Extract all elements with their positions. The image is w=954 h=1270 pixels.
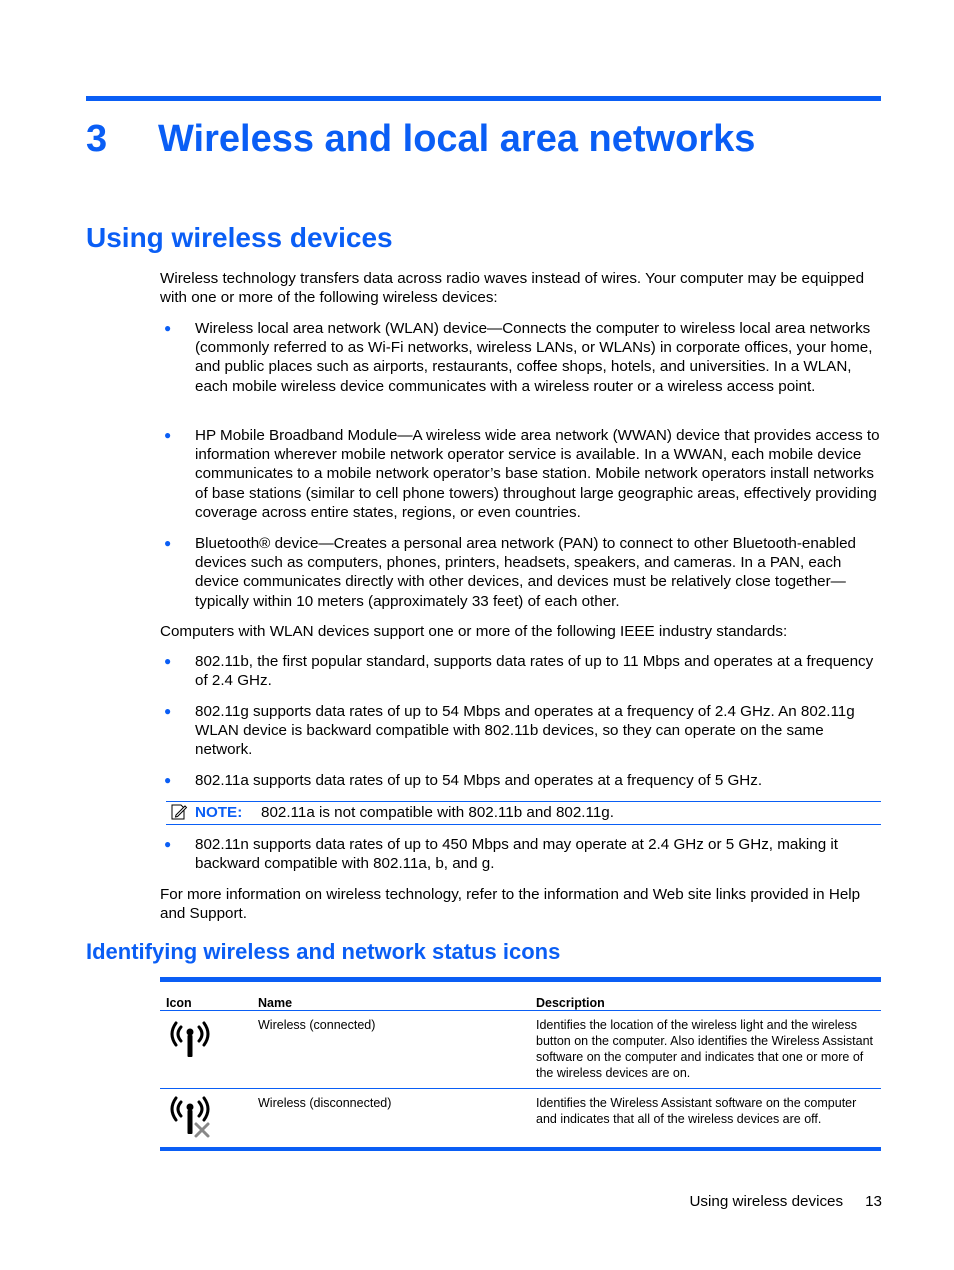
list-item: [160, 426, 882, 522]
list-item-text: 802.11a supports data rates of up to 54 Mbps and operates at a frequency of 5 GHz.: [195, 772, 763, 789]
chapter-title-text: Wireless and local area networks: [158, 118, 756, 160]
row-name: Wireless (connected): [258, 1018, 376, 1032]
page-footer: [689, 1193, 882, 1210]
list-item-text: 802.11g supports data rates of up to 54 Mbps and operates at a frequency of 2.4 GHz. An 802.11g WLAN device is backward compatible with 802.11b devices, so they can operate on the same network.: [195, 703, 855, 759]
row-description: Identifies the Wireless Assistant software on the computer and indicates that all of the wireless devices are off.: [536, 1096, 857, 1126]
bullet-icon: ●: [164, 773, 172, 787]
status-icons-table: [160, 977, 881, 1151]
row-name: Wireless (disconnected): [258, 1096, 392, 1110]
subsection-title: Identifying wireless and network status icons: [86, 939, 561, 964]
chapter-top-rule: [86, 96, 881, 101]
list-item-text: 802.11n supports data rates of up to 450 Mbps and may operate at 2.4 GHz or 5 GHz, making it backward compatible with 802.11a, b, and g.: [195, 836, 839, 873]
header-name: Name: [258, 996, 293, 1010]
list-item-text: HP Mobile Broadband Module—A wireless wide area network (WWAN) device that provides access to information wherever mobile network operator service is available. In a WWAN, each mobile device communicates to a mobile network operator’s base station. Mobile network operators install networks of base stations (similar to cell phone towers) throughout large geographic areas, effectively providing coverage across entire states, regions, or even countries.: [195, 427, 880, 521]
note-box: [166, 801, 881, 825]
wireless-connected-icon: [166, 1021, 216, 1065]
table-row: [160, 1011, 881, 1089]
list-item-text: 802.11b, the first popular standard, supports data rates of up to 11 Mbps and operates at a frequency of 2.4 GHz.: [195, 653, 874, 690]
note-text: 802.11a is not compatible with 802.11b and 802.11g.: [261, 804, 614, 821]
bullet-icon: ●: [164, 654, 172, 668]
bullet-icon: ●: [164, 321, 172, 335]
wireless-disconnected-icon: [166, 1096, 216, 1144]
list-item: [160, 702, 882, 760]
list-item: [160, 534, 882, 611]
bullet-icon: ●: [164, 428, 172, 442]
intro-paragraph: Wireless technology transfers data across radio waves instead of wires. Your computer may be equipped with one or more of the following wireless devices:: [160, 270, 865, 307]
list-item: [160, 319, 882, 396]
footer-section: Using wireless devices: [689, 1193, 844, 1210]
chapter-number: 3: [86, 118, 108, 160]
list-item-text: Bluetooth® device—Creates a personal area network (PAN) to connect to other Bluetooth-enabled devices such as computers, phones, printers, headsets, speakers, and cameras. In a PAN, each device communicates directly with other devices, and devices must be relatively close together—typically within 10 meters (approximately 33 feet) of each other.: [195, 535, 856, 610]
chapter-title: [86, 118, 755, 161]
bullet-icon: ●: [164, 837, 172, 851]
table-row: [160, 1089, 881, 1147]
list-item: [160, 652, 882, 690]
list-item: [160, 771, 882, 790]
note-label: NOTE:: [195, 804, 243, 821]
header-description: Description: [536, 996, 605, 1010]
section-title: Using wireless devices: [86, 222, 393, 253]
bullet-icon: ●: [164, 536, 172, 550]
row-description: Identifies the location of the wireless light and the wireless button on the computer. Also identifies the Wireless Assistant software on the computer and indicates that one or more of the wireless devices are on.: [536, 1018, 873, 1080]
bullet-icon: ●: [164, 704, 172, 718]
more-info-paragraph: For more information on wireless technology, refer to the information and Web site links provided in Help and Support.: [160, 886, 861, 923]
list-item-text: Wireless local area network (WLAN) device—Connects the computer to wireless local area networks (commonly referred to as Wi-Fi networks, wireless LANs, or WLANs) in corporate offices, your home, and public places such as airports, restaurants, coffee shops, hotels, and universities. In a WLAN, each mobile wireless device communicates with a wireless router or a wireless access point.: [195, 320, 873, 395]
table-header-row: [160, 982, 881, 1011]
header-icon: Icon: [166, 996, 192, 1010]
page-number: 13: [865, 1193, 882, 1210]
table-bottom-rule: [160, 1147, 881, 1151]
standards-intro: Computers with WLAN devices support one or more of the following IEEE industry standards:: [160, 623, 788, 640]
list-item: [160, 835, 882, 873]
note-pencil-icon: [170, 803, 188, 826]
